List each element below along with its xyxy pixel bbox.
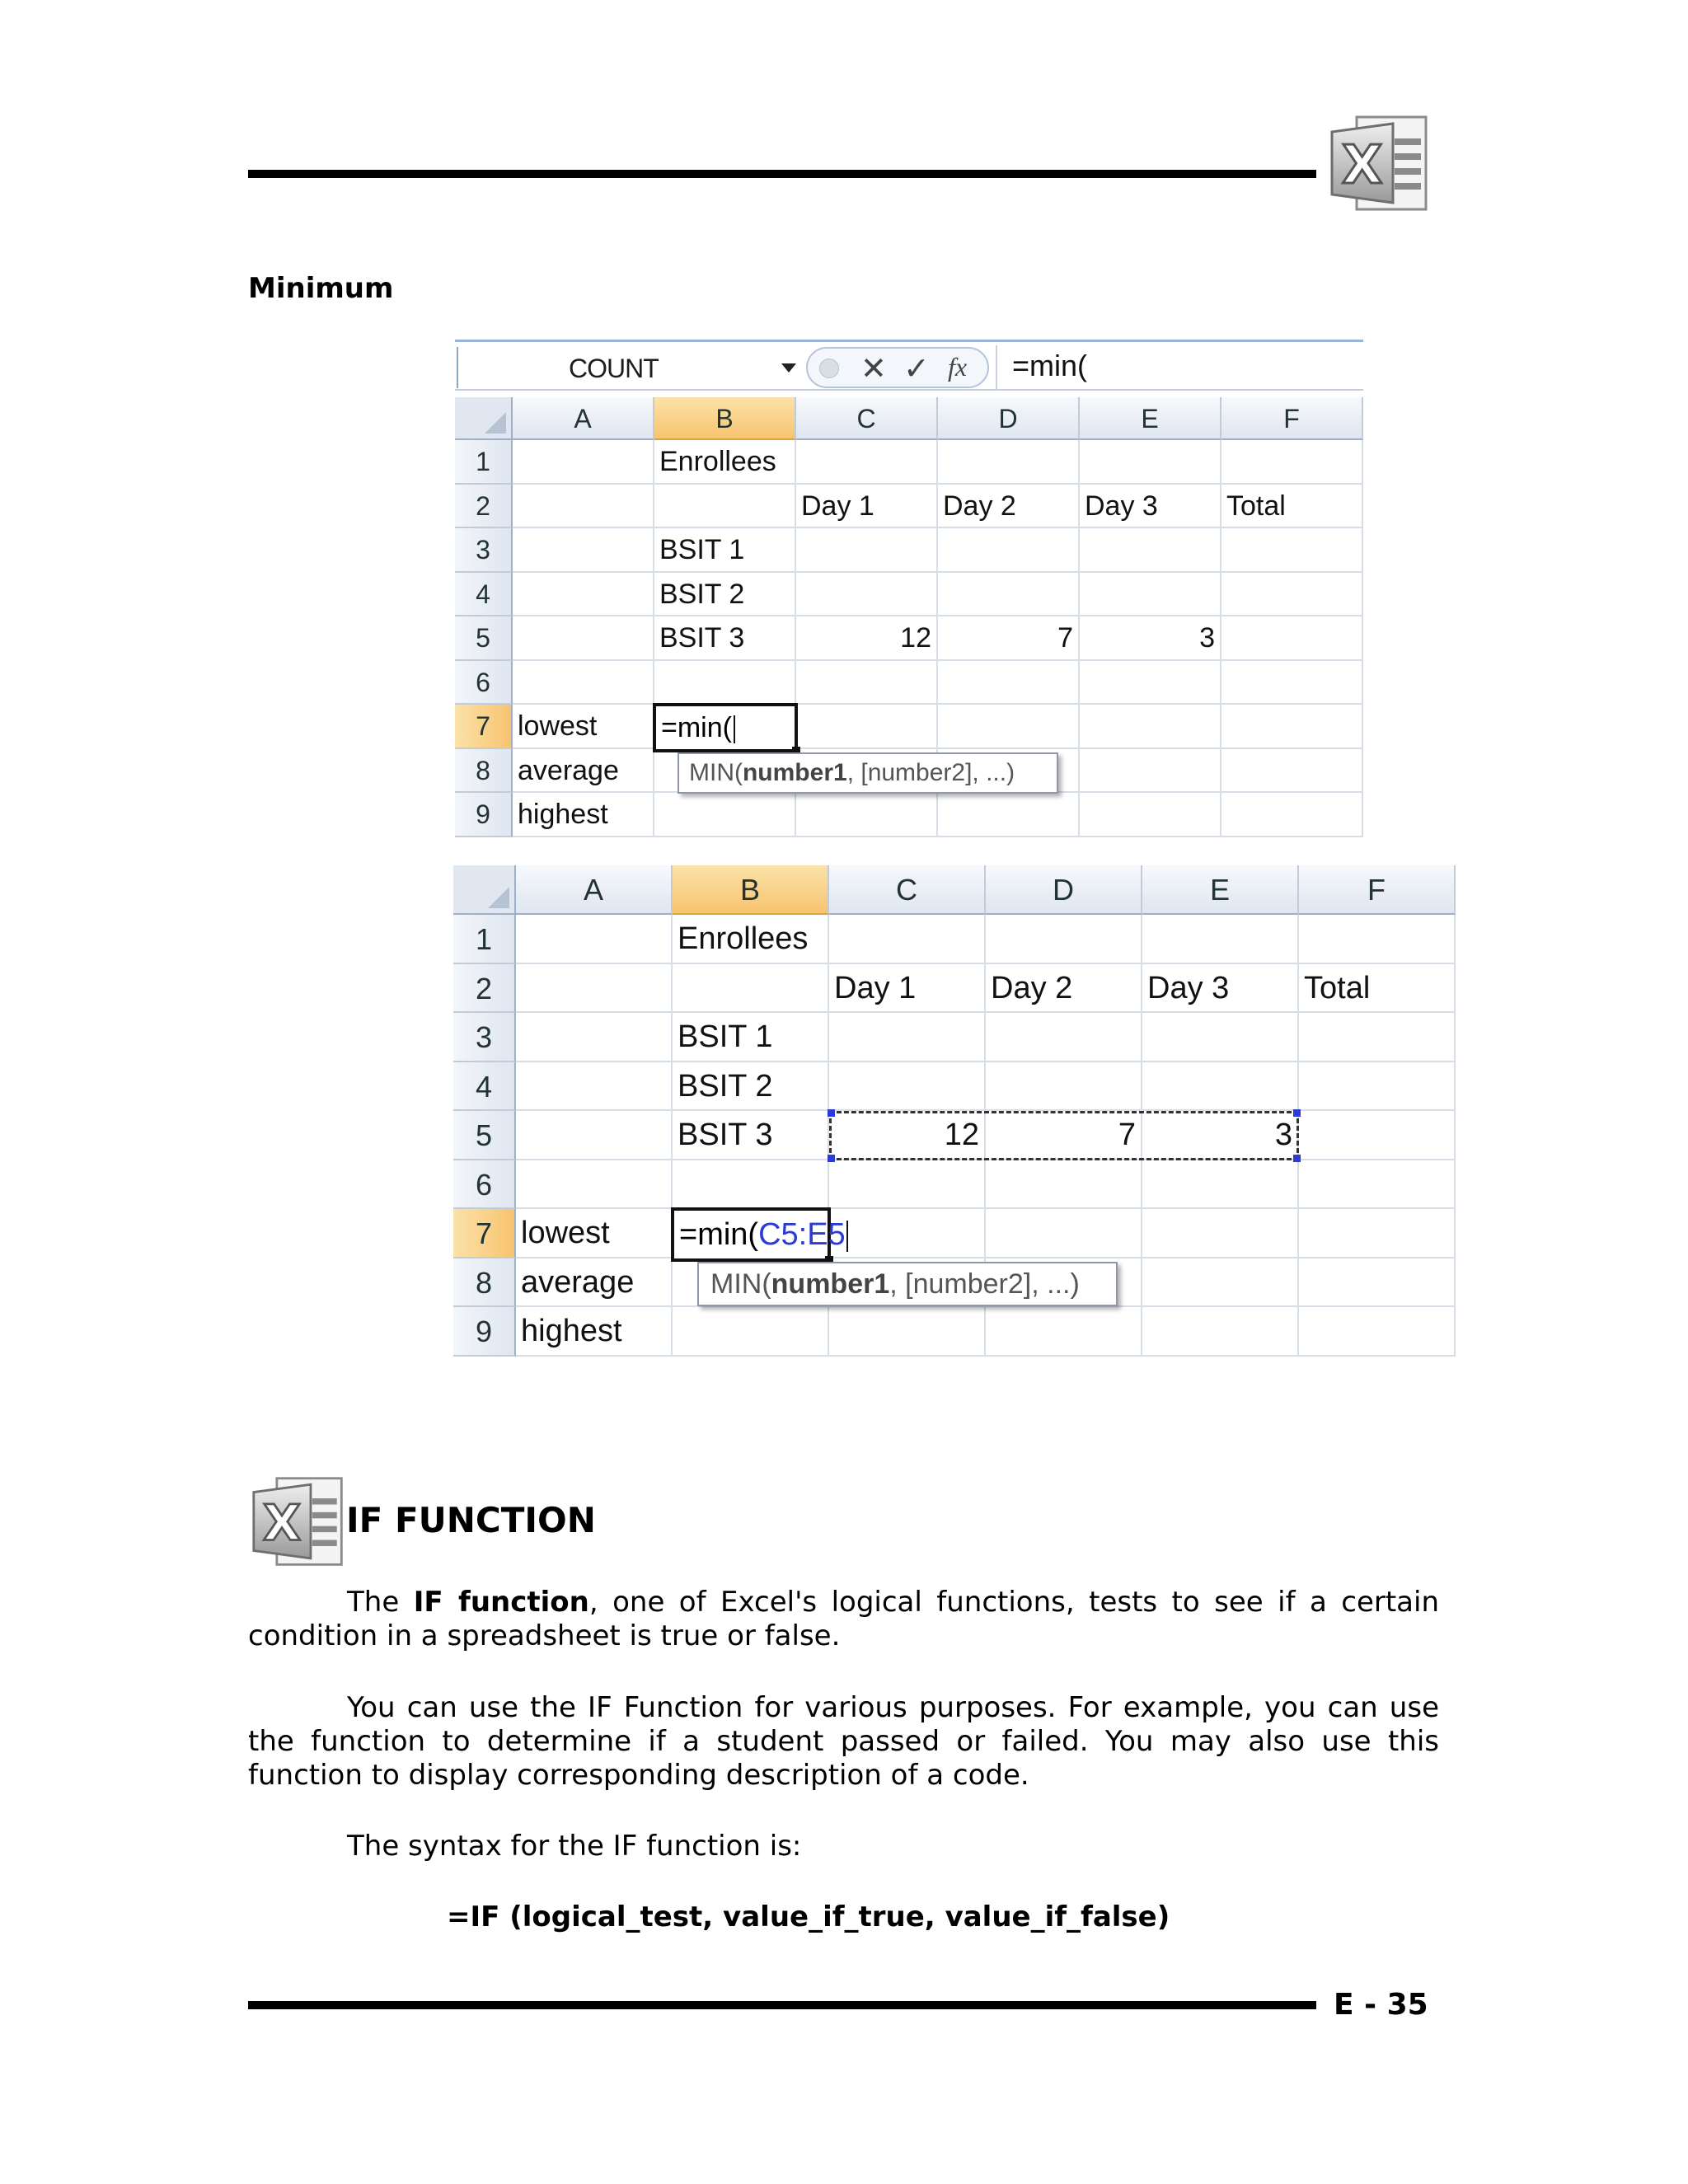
cell-e6[interactable] (1142, 1160, 1299, 1210)
range-handle[interactable] (828, 1109, 835, 1117)
cell-c9[interactable] (829, 1307, 986, 1357)
row-header-1[interactable]: 1 (455, 440, 513, 485)
cell-a1[interactable] (513, 440, 654, 485)
svg-text:X: X (1342, 135, 1383, 196)
cell-f8[interactable] (1221, 749, 1363, 794)
cell-f6[interactable] (1299, 1160, 1456, 1210)
row-header-9[interactable]: 9 (455, 793, 513, 837)
cell-c1[interactable] (829, 915, 986, 964)
row-header-6[interactable]: 6 (453, 1160, 516, 1210)
tooltip-args-rest: , [number2], ...) (846, 758, 1015, 786)
cell-c3[interactable] (829, 1013, 986, 1062)
cell-a5[interactable] (513, 616, 654, 661)
cell-c4[interactable] (829, 1062, 986, 1112)
name-box-value: COUNT (569, 354, 659, 383)
if-syntax: =IF (logical_test, value_if_true, value_if_false) (447, 1900, 1170, 1933)
column-header-e[interactable]: E (1080, 397, 1221, 440)
cell-e3[interactable] (1142, 1013, 1299, 1062)
cancel-icon[interactable]: ✕ (860, 352, 887, 387)
chevron-down-icon[interactable] (781, 363, 796, 373)
tooltip-fn: MIN( (689, 758, 743, 786)
cell-a8[interactable]: average (513, 749, 654, 794)
cell-e1[interactable] (1142, 915, 1299, 964)
cell-a7[interactable]: lowest (513, 705, 654, 749)
select-all-corner[interactable] (453, 865, 516, 915)
function-tooltip (697, 1262, 1118, 1306)
cell-f1[interactable] (1221, 440, 1363, 485)
cell-b2[interactable] (654, 485, 796, 529)
cell-b6[interactable] (654, 661, 796, 705)
cell-d5[interactable]: 7 (938, 616, 1080, 661)
cell-f4[interactable] (1221, 573, 1363, 617)
cell-f7[interactable] (1299, 1209, 1456, 1258)
row-header-4[interactable]: 4 (453, 1062, 516, 1112)
row-header-1[interactable]: 1 (453, 915, 516, 964)
cell-formula-text: =min( (661, 712, 732, 743)
range-selection-marquee (829, 1111, 1299, 1160)
excel-screenshot-range-selected (453, 865, 1472, 1361)
cell-b9[interactable] (673, 1307, 829, 1357)
cell-e3[interactable] (1080, 528, 1221, 573)
active-cell-b7[interactable] (653, 703, 798, 752)
header-rule (248, 170, 1316, 178)
cell-a8[interactable]: average (516, 1258, 673, 1308)
cell-d4[interactable] (938, 573, 1080, 617)
cell-c4[interactable] (796, 573, 938, 617)
if-function-title: IF FUNCTION (346, 1500, 596, 1540)
enter-check-icon[interactable]: ✓ (903, 352, 930, 387)
cell-f2[interactable]: Total (1221, 485, 1363, 529)
cell-d7[interactable] (986, 1209, 1142, 1258)
grip-icon (819, 359, 839, 378)
cell-d2[interactable]: Day 2 (938, 485, 1080, 529)
function-tooltip (678, 752, 1058, 794)
tooltip-arg-current: number1 (771, 1268, 890, 1300)
cell-e2[interactable]: Day 3 (1080, 485, 1221, 529)
cell-e9[interactable] (1142, 1307, 1299, 1357)
formula-buttons (806, 347, 989, 388)
column-header-d[interactable]: D (938, 397, 1080, 440)
cell-a4[interactable] (513, 573, 654, 617)
excel-screenshot-formula-entry (455, 340, 1363, 837)
row-header-7[interactable]: 7 (453, 1209, 516, 1258)
cell-e7[interactable] (1080, 705, 1221, 749)
cell-a7[interactable]: lowest (516, 1209, 673, 1258)
page-number: E - 35 (1334, 1988, 1428, 2022)
cell-f7[interactable] (1221, 705, 1363, 749)
cell-d7[interactable] (938, 705, 1080, 749)
range-handle[interactable] (1293, 1155, 1301, 1162)
cell-f5[interactable] (1221, 616, 1363, 661)
row-header-8[interactable]: 8 (455, 749, 513, 794)
range-handle[interactable] (1293, 1109, 1301, 1117)
cell-e9[interactable] (1080, 793, 1221, 837)
cell-c5[interactable]: 12 (829, 1111, 986, 1160)
cell-e4[interactable] (1080, 573, 1221, 617)
cell-f3[interactable] (1299, 1013, 1456, 1062)
excel-logo-icon (1329, 114, 1431, 214)
cell-d9[interactable] (938, 793, 1080, 837)
column-header-b[interactable]: B (654, 397, 796, 440)
column-header-e[interactable]: E (1142, 865, 1299, 915)
row-header-2[interactable]: 2 (453, 964, 516, 1014)
range-handle[interactable] (828, 1155, 835, 1162)
footer-rule (248, 2001, 1316, 2009)
column-header-a[interactable]: A (516, 865, 673, 915)
tooltip-fn: MIN( (710, 1268, 771, 1300)
row-header-5[interactable]: 5 (453, 1111, 516, 1160)
paragraph-if-uses (248, 1691, 1439, 1793)
cell-f9[interactable] (1299, 1307, 1456, 1357)
cell-d6[interactable] (986, 1160, 1142, 1210)
cell-b5[interactable]: BSIT 3 (673, 1111, 829, 1160)
cell-e8[interactable] (1080, 749, 1221, 794)
active-cell-b7[interactable] (671, 1207, 846, 1262)
excel-logo-icon (251, 1475, 346, 1569)
cell-b2[interactable] (673, 964, 829, 1014)
row-header-2[interactable]: 2 (455, 485, 513, 529)
cell-b4[interactable]: BSIT 2 (654, 573, 796, 617)
cell-b9[interactable] (654, 793, 796, 837)
cell-f8[interactable] (1299, 1258, 1456, 1308)
cell-d3[interactable] (986, 1013, 1142, 1062)
cell-d9[interactable] (986, 1307, 1142, 1357)
text: The (347, 1586, 414, 1619)
cell-f1[interactable] (1299, 915, 1456, 964)
cell-e5[interactable]: 3 (1080, 616, 1221, 661)
text: The syntax for the IF function is: (347, 1830, 802, 1863)
cell-d1[interactable] (938, 440, 1080, 485)
insert-function-icon[interactable]: fx (948, 352, 968, 382)
cell-a9[interactable]: highest (516, 1307, 673, 1357)
cell-d6[interactable] (938, 661, 1080, 705)
cell-c7[interactable] (829, 1209, 986, 1258)
cell-b1[interactable]: Enrollees (673, 915, 829, 964)
cell-c2[interactable]: Day 1 (829, 964, 986, 1014)
cell-c6[interactable] (796, 661, 938, 705)
cell-c5[interactable]: 12 (796, 616, 938, 661)
cell-a4[interactable] (516, 1062, 673, 1112)
text-caret (846, 1221, 848, 1252)
tooltip-args-rest: , [number2], ...) (889, 1268, 1080, 1300)
text-caret (734, 715, 735, 743)
formula-range-reference: C5:E5 (758, 1217, 846, 1252)
column-header-d[interactable]: D (986, 865, 1142, 915)
cell-e7[interactable] (1142, 1209, 1299, 1258)
cell-a5[interactable] (516, 1111, 673, 1160)
cell-f9[interactable] (1221, 793, 1363, 837)
formula-prefix: =min( (679, 1217, 759, 1252)
bold-term: IF function (413, 1586, 589, 1619)
cell-e5[interactable]: 3 (1142, 1111, 1299, 1160)
cell-d5[interactable]: 7 (986, 1111, 1142, 1160)
cell-d4[interactable] (986, 1062, 1142, 1112)
cell-e2[interactable]: Day 3 (1142, 964, 1299, 1014)
column-header-b[interactable]: B (673, 865, 829, 915)
cell-a9[interactable]: highest (513, 793, 654, 837)
column-header-f[interactable]: F (1221, 397, 1363, 440)
cell-d2[interactable]: Day 2 (986, 964, 1142, 1014)
select-all-corner[interactable] (455, 397, 513, 440)
cell-c9[interactable] (796, 793, 938, 837)
cell-e6[interactable] (1080, 661, 1221, 705)
cell-a2[interactable] (516, 964, 673, 1014)
cell-c1[interactable] (796, 440, 938, 485)
cell-f2[interactable]: Total (1299, 964, 1456, 1014)
svg-text:X: X (263, 1494, 302, 1553)
row-header-4[interactable]: 4 (455, 573, 513, 617)
cell-f5[interactable] (1299, 1111, 1456, 1160)
cell-f3[interactable] (1221, 528, 1363, 573)
cell-e8[interactable] (1142, 1258, 1299, 1308)
cell-a3[interactable] (513, 528, 654, 573)
name-box[interactable] (457, 347, 803, 388)
formula-bar (455, 340, 1363, 391)
cell-c7[interactable] (796, 705, 938, 749)
row-header-9[interactable]: 9 (453, 1307, 516, 1357)
column-header-c[interactable]: C (829, 865, 986, 915)
text: You can use the IF Function for various purposes. For example, you can use the function to determine if a student passed or failed. You may also use this function to display corresponding description of a code. (248, 1691, 1439, 1792)
row-header-3[interactable]: 3 (453, 1013, 516, 1062)
cell-f6[interactable] (1221, 661, 1363, 705)
cell-a6[interactable] (513, 661, 654, 705)
paragraph-syntax-intro (248, 1830, 1439, 1863)
row-header-8[interactable]: 8 (453, 1258, 516, 1308)
column-header-a[interactable]: A (513, 397, 654, 440)
heading-minimum: Minimum (248, 272, 394, 305)
cell-a1[interactable] (516, 915, 673, 964)
cell-b1[interactable]: Enrollees (654, 440, 796, 485)
cell-f4[interactable] (1299, 1062, 1456, 1112)
cell-b4[interactable]: BSIT 2 (673, 1062, 829, 1112)
cell-d1[interactable] (986, 915, 1142, 964)
cell-d3[interactable] (938, 528, 1080, 573)
cell-e4[interactable] (1142, 1062, 1299, 1112)
row-header-7[interactable]: 7 (455, 705, 513, 749)
row-header-5[interactable]: 5 (455, 616, 513, 661)
cell-a3[interactable] (516, 1013, 673, 1062)
cell-a2[interactable] (513, 485, 654, 529)
cell-b5[interactable]: BSIT 3 (654, 616, 796, 661)
cell-b3[interactable]: BSIT 1 (654, 528, 796, 573)
row-header-6[interactable]: 6 (455, 661, 513, 705)
cell-b6[interactable] (673, 1160, 829, 1210)
cell-c3[interactable] (796, 528, 938, 573)
column-header-f[interactable]: F (1299, 865, 1456, 915)
formula-input[interactable]: =min( (1012, 349, 1088, 382)
paragraph-if-intro (248, 1586, 1439, 1653)
tooltip-arg-current: number1 (742, 758, 847, 786)
column-header-c[interactable]: C (796, 397, 938, 440)
row-header-3[interactable]: 3 (455, 528, 513, 573)
text: , one of Excel's logical functions, tests to see if a certain condition in a spreadsheet is true or false. (248, 1586, 1439, 1652)
formula-bar-divider (996, 345, 997, 390)
cell-e1[interactable] (1080, 440, 1221, 485)
cell-c2[interactable]: Day 1 (796, 485, 938, 529)
cell-b3[interactable]: BSIT 1 (673, 1013, 829, 1062)
cell-a6[interactable] (516, 1160, 673, 1210)
cell-c6[interactable] (829, 1160, 986, 1210)
